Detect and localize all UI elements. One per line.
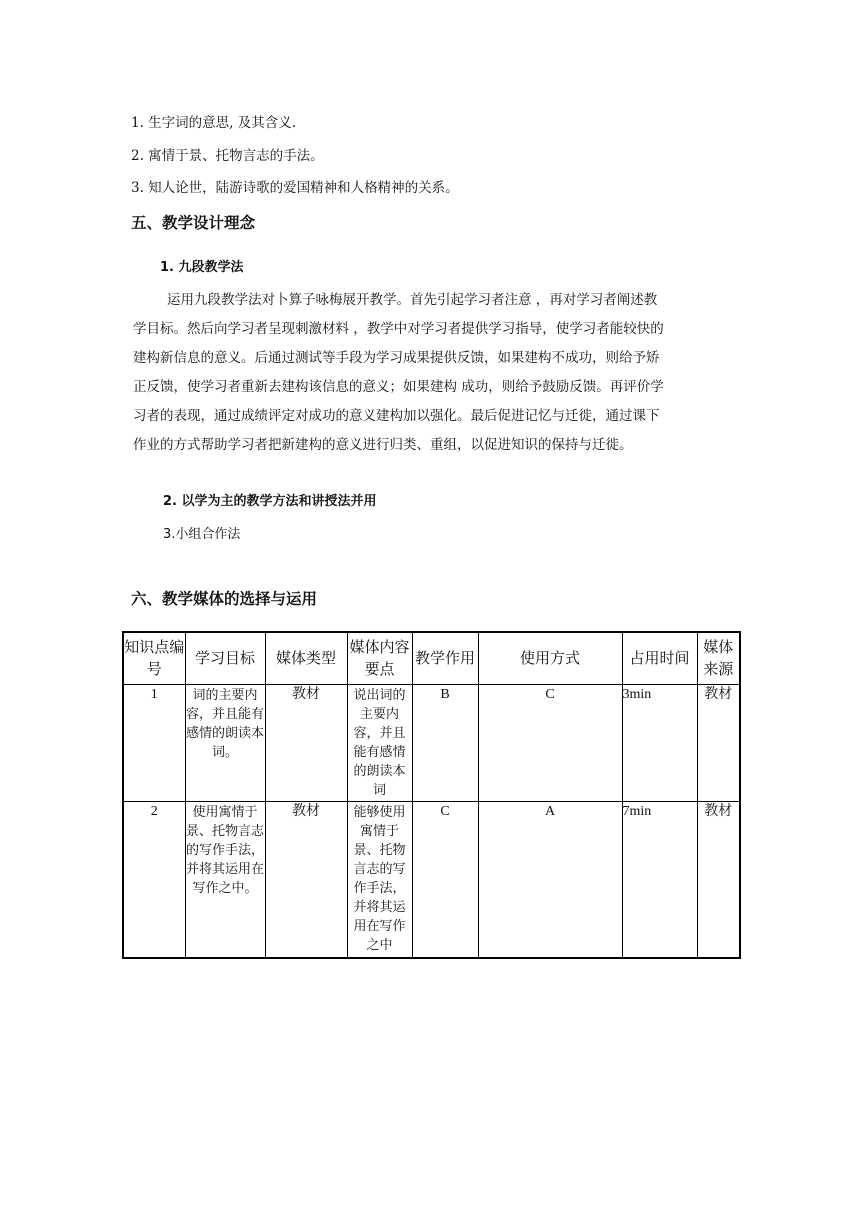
cell-source: 教材 xyxy=(697,685,740,802)
header-teaching-role: 教学作用 xyxy=(412,632,478,685)
table-header-row xyxy=(123,632,740,685)
subheading-nine-stage-method: 1. 九段教学法 xyxy=(160,260,244,275)
cell-source: 教材 xyxy=(697,802,740,959)
header-usage: 使用方式 xyxy=(478,632,622,685)
cell-usage: A xyxy=(478,802,622,959)
cell-media-content: 能够使用寓情于景、托物言志的写作手法，并将其运用在写作之中 xyxy=(347,802,412,959)
header-media-type: 媒体类型 xyxy=(265,632,347,685)
cell-no: 2 xyxy=(123,802,185,959)
cell-goal: 词的主要内容，并且能有感情的朗读本词。 xyxy=(185,685,265,802)
paragraph-line: 学目标。然后向学习者呈现刺激材料 ，教学中对学习者提供学习指导，使学习者能较快的 xyxy=(133,321,664,337)
media-table xyxy=(122,631,741,959)
cell-role: C xyxy=(412,802,478,959)
cell-media-content: 说出词的主要内容，并且能有感情的朗读本词 xyxy=(347,685,412,802)
cell-time: 3min xyxy=(622,685,697,802)
header-learning-goal: 学习目标 xyxy=(185,632,265,685)
header-media-content: 媒体内容要点 xyxy=(347,632,412,685)
header-source: 媒体来源 xyxy=(697,632,740,685)
header-time: 占用时间 xyxy=(622,632,697,685)
paragraph-line: 建构新信息的意义。后通过测试等手段为学习成果提供反馈，如果建构不成功，则给予矫 xyxy=(133,350,660,366)
cell-media-type: 教材 xyxy=(265,802,347,959)
cell-time: 7min xyxy=(622,802,697,959)
table-row xyxy=(123,685,740,802)
cell-role: B xyxy=(412,685,478,802)
header-knowledge-no: 知识点编 号 xyxy=(123,632,185,685)
subheading-group-work: 3.小组合作法 xyxy=(163,527,241,542)
subheading-learner-centered: 2. 以学为主的教学方法和讲授法并用 xyxy=(163,494,377,509)
paragraph-line: 习者的表现，通过成绩评定对成功的意义建构加以强化。最后促进记忆与迁徙，通过课下 xyxy=(133,408,660,424)
cell-goal: 使用寓情于景、托物言志的写作手法，并将其运用在写作之中。 xyxy=(185,802,265,959)
nine-stage-paragraph xyxy=(133,286,727,460)
list-item-3: 3. 知人论世，陆游诗歌的爱国精神和人格精神的关系。 xyxy=(131,180,459,196)
list-item-1: 1. 生字词的意思, 及其含义. xyxy=(131,115,297,131)
cell-usage: C xyxy=(478,685,622,802)
list-item-2: 2. 寓情于景、托物言志的手法。 xyxy=(131,148,324,164)
paragraph-line: 作业的方式帮助学习者把新建构的意义进行归类、重组，以促进知识的保持与迁徙。 xyxy=(133,437,633,453)
cell-no: 1 xyxy=(123,685,185,802)
paragraph-line: 运用九段教学法对卜算子咏梅展开教学。首先引起学习者注意 ，再对学习者阐述教 xyxy=(167,292,658,308)
section-6-heading: 六、教学媒体的选择与运用 xyxy=(131,590,318,608)
paragraph-line: 正反馈，使学习者重新去建构该信息的意义；如果建构 成功，则给予鼓励反馈。再评价学 xyxy=(133,379,664,395)
table-row xyxy=(123,802,740,959)
section-5-heading: 五、教学设计理念 xyxy=(131,214,256,232)
cell-media-type: 教材 xyxy=(265,685,347,802)
